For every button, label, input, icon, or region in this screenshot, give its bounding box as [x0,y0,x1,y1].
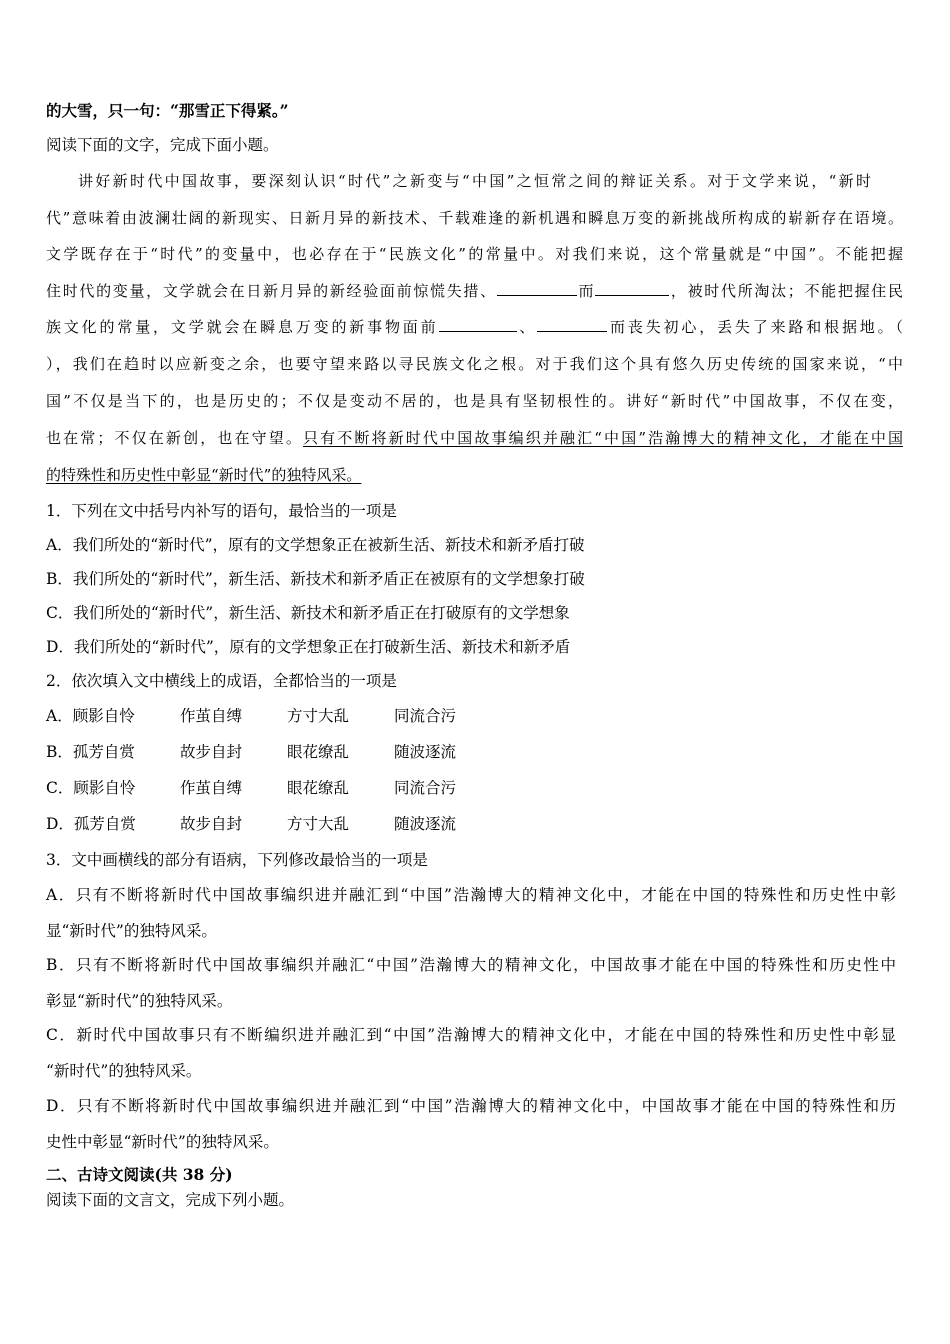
idiom: B．孤芳自赏 [46,743,135,761]
option-a[interactable] [46,706,501,726]
idiom: 同流合污 [394,707,457,725]
option-line: “新时代”的独特风采。 [46,1062,202,1080]
idiom: 故步自封 [180,815,243,833]
underlined-sentence: 的特殊性和历史性中彰显“新时代”的独特风采。 [46,466,362,484]
idiom: 眼花缭乱 [287,743,350,761]
idiom: D．孤芳自赏 [46,815,136,833]
idiom: C．顾影自怜 [46,779,136,797]
idiom: 眼花缭乱 [287,779,350,797]
option-d[interactable] [46,814,501,834]
idiom: 同流合污 [394,779,457,797]
option-line: B．只有不断将新时代中国故事编织并融汇“中国”浩瀚博大的精神文化，中国故事才能在中国的特殊性和历史性中 [46,956,896,974]
question-stem: 2．依次填入文中横线上的成语，全都恰当的一项是 [46,672,397,690]
option-d[interactable]: D．我们所处的“新时代”，原有的文学想象正在打破新生活、新技术和新矛盾 [46,638,571,656]
option-b[interactable] [46,742,501,762]
idiom: 方寸大乱 [287,707,350,725]
passage-line: 讲好新时代中国故事，要深刻认识“时代”之新变与“中国”之恒常之间的辩证关系。对于文学来说，“新时 [78,172,871,190]
option-a[interactable]: A．我们所处的“新时代”，原有的文学想象正在被新生活、新技术和新矛盾打破 [46,536,585,554]
passage-text: 也在常；不仅在新创，也在守望。 [46,429,303,447]
idiom: 方寸大乱 [287,815,350,833]
option-line: 彰显“新时代”的独特风采。 [46,992,233,1010]
idiom: 随波逐流 [394,743,457,761]
passage-text: ，被时代所淘汰；不能把握住民 [669,282,903,300]
option-b[interactable]: B．我们所处的“新时代”，新生活、新技术和新矛盾正在被原有的文学想象打破 [46,570,585,588]
passage-line: 国”不仅是当下的，也是历史的；不仅是变动不居的，也是具有坚韧根性的。讲好“新时代”中国故事，不仅在变， [46,392,903,410]
passage-text: 族文化的常量，文学就会在瞬息万变的新事物面前 [46,318,439,336]
passage-text: 、 [516,318,538,336]
passage-line [46,465,903,485]
fill-blank [497,281,577,296]
passage-text: 而丧失初心，丢失了来路和根据地。（ [607,318,903,336]
question-stem: 3．文中画横线的部分有语病，下列修改最恰当的一项是 [46,851,428,869]
option-line: 史性中彰显“新时代”的独特风采。 [46,1133,279,1151]
fill-blank [595,281,669,296]
option-c[interactable] [46,778,501,798]
idiom: 随波逐流 [394,815,457,833]
option-line: D．只有不断将新时代中国故事编织进并融汇到“中国”浩瀚博大的精神文化中，中国故事才能在中国的特殊性和历 [46,1097,896,1115]
passage-line: 文学既存在于“时代”的变量中，也必存在于“民族文化”的常量中。对我们来说，这个常量就是“中国”。不能把握 [46,245,903,263]
idiom: 作茧自缚 [180,707,243,725]
option-line: 显“新时代”的独特风采。 [46,922,217,940]
passage-line: ），我们在趋时以应新变之余，也要守望来路以寻民族文化之根。对于我们这个具有悠久历史传统的国家来说，“中 [46,355,903,373]
carryover-line: 的大雪，只一句：“那雪正下得紧。” [46,101,289,120]
section-title: 二、古诗文阅读(共 38 分) [46,1165,233,1184]
passage-text: 住时代的变量，文学就会在日新月异的新经验面前惊慌失措、 [46,282,497,300]
idiom: 作茧自缚 [180,779,243,797]
section-instruction: 阅读下面的文言文，完成下列小题。 [46,1191,295,1209]
passage-line [46,317,903,337]
passage-line [46,281,903,301]
underlined-sentence: 只有不断将新时代中国故事编织并融汇“中国”浩瀚博大的精神文化，才能在中国 [303,429,903,447]
fill-blank [439,317,517,332]
question-stem: 1．下列在文中括号内补写的语句，最恰当的一项是 [46,502,397,520]
option-line: C．新时代中国故事只有不断编织进并融汇到“中国”浩瀚博大的精神文化中，才能在中国的特殊性和历史性中彰显 [46,1026,896,1044]
idiom: 故步自封 [180,743,243,761]
option-c[interactable]: C．我们所处的“新时代”，新生活、新技术和新矛盾正在打破原有的文学想象 [46,604,570,622]
fill-blank [537,317,607,332]
idiom: A．顾影自怜 [46,707,135,725]
option-line: A．只有不断将新时代中国故事编织进并融汇到“中国”浩瀚博大的精神文化中，才能在中国的特殊性和历史性中彰 [46,886,896,904]
passage-line [46,428,903,448]
passage-text: 而 [576,282,596,300]
reading-instruction: 阅读下面的文字，完成下面小题。 [46,136,279,154]
passage-line: 代”意味着由波澜壮阔的新现实、日新月异的新技术、千载难逢的新机遇和瞬息万变的新挑战所构成的崭新存在语境。 [46,209,903,227]
